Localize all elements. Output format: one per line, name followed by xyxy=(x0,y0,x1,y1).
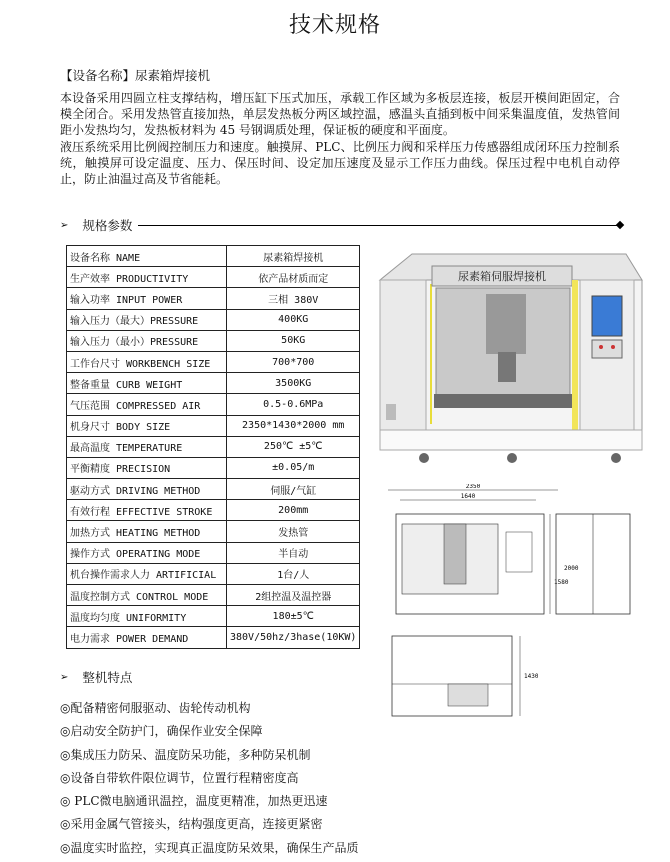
dim-height-total: 2000 xyxy=(564,565,579,572)
dim-height-inner: 1580 xyxy=(554,579,569,586)
machine-banner: 尿素箱伺服焊接机 xyxy=(458,270,546,283)
arrow-icon: ➢ xyxy=(60,671,69,683)
spec-label: 输入压力（最小）PRESSURE xyxy=(67,330,227,351)
spec-value: 380V/50hz/3hase(10KW) xyxy=(227,627,360,648)
dim-depth: 1430 xyxy=(524,673,538,680)
feature-item: ◎采用金属气管接头，结构强度更高，连接更紧密 xyxy=(60,817,323,832)
spec-label: 输入功率 INPUT POWER xyxy=(67,288,227,309)
feature-item: ◎集成压力防呆、温度防呆功能，多种防呆机制 xyxy=(60,747,311,762)
features-section-header xyxy=(60,668,132,686)
spec-label: 操作方式 OPERATING MODE xyxy=(67,542,227,563)
spec-label: 设备名称 NAME xyxy=(67,246,227,267)
spec-row xyxy=(67,500,360,521)
spec-value: 0.5-0.6MPa xyxy=(227,394,360,415)
features-section-title: 整机特点 xyxy=(82,670,133,685)
spec-row xyxy=(67,585,360,606)
dim-width-total: 2350 xyxy=(465,484,481,490)
spec-value: 依产品材质而定 xyxy=(227,267,360,288)
spec-value: 50KG xyxy=(227,330,360,351)
spec-value: 伺服/气缸 xyxy=(227,479,360,500)
spec-row xyxy=(67,436,360,457)
device-name-line: 【设备名称】尿素箱焊接机 xyxy=(60,68,211,83)
feature-item: ◎ PLC微电脑通讯温控，温度更精准，加热更迅速 xyxy=(60,794,328,809)
spec-value: 2350*1430*2000 mm xyxy=(227,415,360,436)
spec-label: 机身尺寸 BODY SIZE xyxy=(67,415,227,436)
spec-row xyxy=(67,309,360,330)
spec-label: 加热方式 HEATING METHOD xyxy=(67,521,227,542)
spec-label: 生产效率 PRODUCTIVITY xyxy=(67,267,227,288)
spec-label: 电力需求 POWER DEMAND xyxy=(67,627,227,648)
spec-label: 气压范围 COMPRESSED AIR xyxy=(67,394,227,415)
dim-width-inner: 1640 xyxy=(460,493,476,500)
spec-label: 机台操作需求人力 ARTIFICIAL xyxy=(67,563,227,584)
spec-value: 700*700 xyxy=(227,351,360,372)
spec-value: 250℃ ±5℃ xyxy=(227,436,360,457)
spec-row xyxy=(67,330,360,351)
spec-label: 最高温度 TEMPERATURE xyxy=(67,436,227,457)
machine-photo xyxy=(376,244,648,466)
section-rule xyxy=(138,225,620,226)
machine-drawing-front xyxy=(388,484,638,620)
spec-label: 有效行程 EFFECTIVE STROKE xyxy=(67,500,227,521)
spec-label: 平衡精度 PRECISION xyxy=(67,457,227,478)
spec-row xyxy=(67,394,360,415)
spec-value: 尿素箱焊接机 xyxy=(227,246,360,267)
spec-row xyxy=(67,457,360,478)
spec-row xyxy=(67,373,360,394)
spec-row xyxy=(67,542,360,563)
machine-drawing-top xyxy=(388,628,538,720)
spec-value: ±0.05/m xyxy=(227,457,360,478)
spec-label: 工作台尺寸 WORKBENCH SIZE xyxy=(67,351,227,372)
features-list xyxy=(60,697,358,860)
arrow-icon: ➢ xyxy=(60,219,69,231)
spec-value: 2组控温及温控器 xyxy=(227,585,360,606)
specs-section-title: 规格参数 xyxy=(82,218,133,233)
spec-label: 驱动方式 DRIVING METHOD xyxy=(67,479,227,500)
spec-value: 3500KG xyxy=(227,373,360,394)
intro-paragraph: 本设备采用四圆立柱支撑结构，增压缸下压式加压，承载工作区域为多板层连接，板层开模间距固定，合模全闭合。采用发热管直接加热，单层发热板分两区域控温，感温头直插到板中间采集温度值，发热管间距小发热均匀，发热板材料为 45 号钢调质处理，保证板的硬度和平面度。 xyxy=(60,91,620,138)
spec-row xyxy=(67,351,360,372)
spec-label: 温度控制方式 CONTROL MODE xyxy=(67,585,227,606)
spec-row xyxy=(67,521,360,542)
spec-value: 1台/人 xyxy=(227,563,360,584)
spec-label: 整备重量 CURB WEIGHT xyxy=(67,373,227,394)
spec-row xyxy=(67,563,360,584)
spec-value: 400KG xyxy=(227,309,360,330)
spec-value: 200mm xyxy=(227,500,360,521)
intro-paragraph: 液压系统采用比例阀控制压力和速度。触摸屏、PLC、比例压力阀和采样压力传感器组成闭环压力控制系统，触摸屏可设定温度、压力、保压时间、设定加压速度及显示工作压力曲线。保压过程中电机自动停止，防止油温过高及节省能耗。 xyxy=(60,139,620,187)
spec-row xyxy=(67,415,360,436)
feature-item: ◎设备自带软件限位调节，位置行程精密度高 xyxy=(60,770,299,785)
feature-item: ◎温度实时监控，实现真正温度防呆效果，确保生产品质 xyxy=(60,840,359,855)
spec-value: 发热管 xyxy=(227,521,360,542)
page-title: 技术规格 xyxy=(288,13,381,38)
spec-row xyxy=(67,606,360,627)
intro-text xyxy=(60,90,620,187)
spec-row xyxy=(67,288,360,309)
spec-value: 半自动 xyxy=(227,542,360,563)
spec-row xyxy=(67,479,360,500)
feature-item: ◎启动安全防护门，确保作业安全保障 xyxy=(60,724,263,739)
spec-row xyxy=(67,246,360,267)
feature-item: ◎配备精密伺服驱动、齿轮传动机构 xyxy=(60,701,251,715)
spec-label: 输入压力（最大）PRESSURE xyxy=(67,309,227,330)
spec-row xyxy=(67,267,360,288)
spec-label: 温度均匀度 UNIFORMITY xyxy=(67,606,227,627)
specs-table xyxy=(66,245,360,649)
spec-row xyxy=(67,627,360,648)
spec-value: 180±5℃ xyxy=(227,606,360,627)
spec-value: 三相 380V xyxy=(227,288,360,309)
specs-section-header xyxy=(60,216,620,234)
